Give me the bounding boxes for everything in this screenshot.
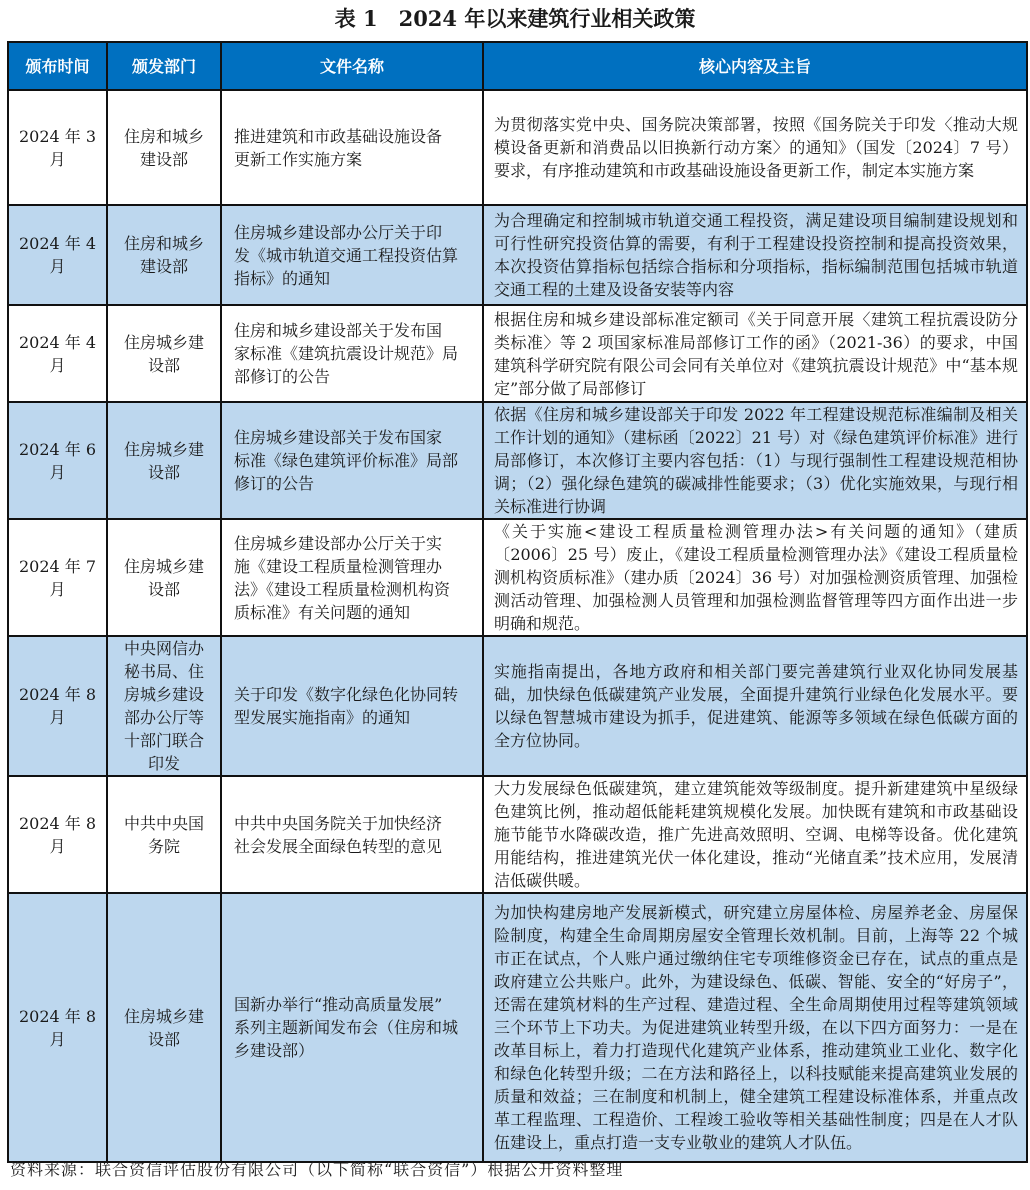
table-row [8, 90, 1027, 205]
cell-doc-name: 中共中央国务院关于加快经济 社会发展全面绿色转型的意见 [221, 776, 483, 893]
table-row [8, 305, 1027, 402]
policy-table [7, 41, 1028, 1163]
cell-dept: 中央网信办 秘书局、住 房城乡建设 部办公厅等 十部门联合 印发 [107, 636, 221, 776]
cell-time: 2024 年 8 月 [8, 893, 107, 1162]
cell-doc-name: 住房城乡建设部办公厅关于实 施《建设工程质量检测管理办 法》《建设工程质量检测机构资 质标准》有关问题的通知 [221, 519, 483, 636]
header-content: 核心内容及主旨 [483, 42, 1027, 90]
cell-content: 为贯彻落实党中央、国务院决策部署，按照《国务院关于印发〈推动大规模设备更新和消费品以旧换新行动方案〉的通知》（国发〔2024〕7 号）要求，有序推动建筑和市政基础设施设备更新工作，制定本实施方案 [483, 90, 1027, 205]
cell-dept: 住房和城乡 建设部 [107, 90, 221, 205]
table-row [8, 776, 1027, 893]
table-row [8, 205, 1027, 305]
cell-doc-name: 住房城乡建设部办公厅关于印 发《城市轨道交通工程投资估算 指标》的通知 [221, 205, 483, 305]
table-header-row [8, 42, 1027, 90]
cell-time: 2024 年 7 月 [8, 519, 107, 636]
cell-content: 为加快构建房地产发展新模式，研究建立房屋体检、房屋养老金、房屋保险制度，构建全生命周期房屋安全管理长效机制。目前，上海等 22 个城市正在试点，个人账户通过缴纳住宅专项维修资金已存在，试点的重点是政府建立公共账户。此外，为建设绿色、低碳、智能、安全的“好房子”，还需在建筑材料的生产过程、建造过程、全生命周期使用过程等建筑领域三个环节上下功夫。为促进建筑业转型升级，在以下四方面努力：一是在改革目标上，着力打造现代化建筑产业体系，推动建筑业工业化、数字化和绿色化转型升级；二在方法和路径上，以科技赋能来提高建筑业发展的质量和效益；三在制度和机制上，健全建筑工程建设标准体系，并重点改革工程监理、工程造价、工程竣工验收等相关基础性制度；四是在人才队伍建设上，重点打造一支专业敬业的建筑人才队伍。 [483, 893, 1027, 1162]
cell-time: 2024 年 4 月 [8, 205, 107, 305]
cell-content: 《关于实施<建设工程质量检测管理办法>有关问题的通知》（建质〔2006〕25 号）废止，《建设工程质量检测管理办法》《建设工程质量检测机构资质标准》（建办质〔2024〕36 号）对加强检测资质管理、加强检测活动管理、加强检测人员管理和加强检测监督管理等四方面作出进一步明确和规范。 [483, 519, 1027, 636]
header-time: 颁布时间 [8, 42, 107, 90]
cell-time: 2024 年 3 月 [8, 90, 107, 205]
cell-time: 2024 年 4 月 [8, 305, 107, 402]
cell-content: 为合理确定和控制城市轨道交通工程投资，满足建设项目编制建设规划和可行性研究投资估算的需要，有利于工程建设投资控制和提高投资效果，本次投资估算指标包括综合指标和分项指标，指标编制范围包括城市轨道交通工程的土建及设备安装等内容 [483, 205, 1027, 305]
source-note: 资料来源：联合资信评估股份有限公司（以下简称“联合资信”）根据公开资料整理 [10, 1160, 624, 1179]
header-dept: 颁发部门 [107, 42, 221, 90]
cell-dept: 住房城乡建 设部 [107, 402, 221, 519]
table-row [8, 402, 1027, 519]
cell-content: 实施指南提出，各地方政府和相关部门要完善建筑行业双化协同发展基础，加快绿色低碳建筑产业发展，全面提升建筑行业绿色化发展水平。要以绿色智慧城市建设为抓手，促进建筑、能源等多领域在绿色低碳方面的全方位协同。 [483, 636, 1027, 776]
cell-doc-name: 住房城乡建设部关于发布国家 标准《绿色建筑评价标准》局部 修订的公告 [221, 402, 483, 519]
cell-time: 2024 年 6 月 [8, 402, 107, 519]
cell-content: 根据住房和城乡建设部标准定额司《关于同意开展〈建筑工程抗震设防分类标准〉等 2 项国家标准局部修订工作的函》（2021-36）的要求，中国建筑科学研究院有限公司会同有关单位对《建筑抗震设计规范》中“基本规定”部分做了局部修订 [483, 305, 1027, 402]
table-row [8, 893, 1027, 1162]
cell-dept: 住房城乡建 设部 [107, 893, 221, 1162]
cell-doc-name: 推进建筑和市政基础设施设备 更新工作实施方案 [221, 90, 483, 205]
cell-dept: 住房和城乡 建设部 [107, 205, 221, 305]
cell-dept: 住房城乡建 设部 [107, 519, 221, 636]
cell-time: 2024 年 8 月 [8, 636, 107, 776]
cell-doc-name: 关于印发《数字化绿色化协同转 型发展实施指南》的通知 [221, 636, 483, 776]
cell-content: 大力发展绿色低碳建筑，建立建筑能效等级制度。提升新建建筑中星级绿色建筑比例，推动超低能耗建筑规模化发展。加快既有建筑和市政基础设施节能节水降碳改造，推广先进高效照明、空调、电梯等设备。优化建筑用能结构，推进建筑光伏一体化建设，推动“光储直柔”技术应用，发展清洁低碳供暖。 [483, 776, 1027, 893]
cell-doc-name: 住房和城乡建设部关于发布国 家标准《建筑抗震设计规范》局 部修订的公告 [221, 305, 483, 402]
header-doc-name: 文件名称 [221, 42, 483, 90]
cell-content: 依据《住房和城乡建设部关于印发 2022 年工程建设规范标准编制及相关工作计划的通知》（建标函〔2022〕21 号）对《绿色建筑评价标准》进行局部修订，本次修订主要内容包括：（1）与现行强制性工程建设规范相协调；（2）强化绿色建筑的碳减排性能要求；（3）优化实施效果，与现行相关标准进行协调 [483, 402, 1027, 519]
cell-time: 2024 年 8 月 [8, 776, 107, 893]
cell-dept: 住房城乡建 设部 [107, 305, 221, 402]
cell-doc-name: 国新办举行“推动高质量发展” 系列主题新闻发布会（住房和城 乡建设部） [221, 893, 483, 1162]
table-row [8, 636, 1027, 776]
table-row [8, 519, 1027, 636]
cell-dept: 中共中央国 务院 [107, 776, 221, 893]
table-title: 表 1 2024 年以来建筑行业相关政策 [334, 6, 696, 31]
